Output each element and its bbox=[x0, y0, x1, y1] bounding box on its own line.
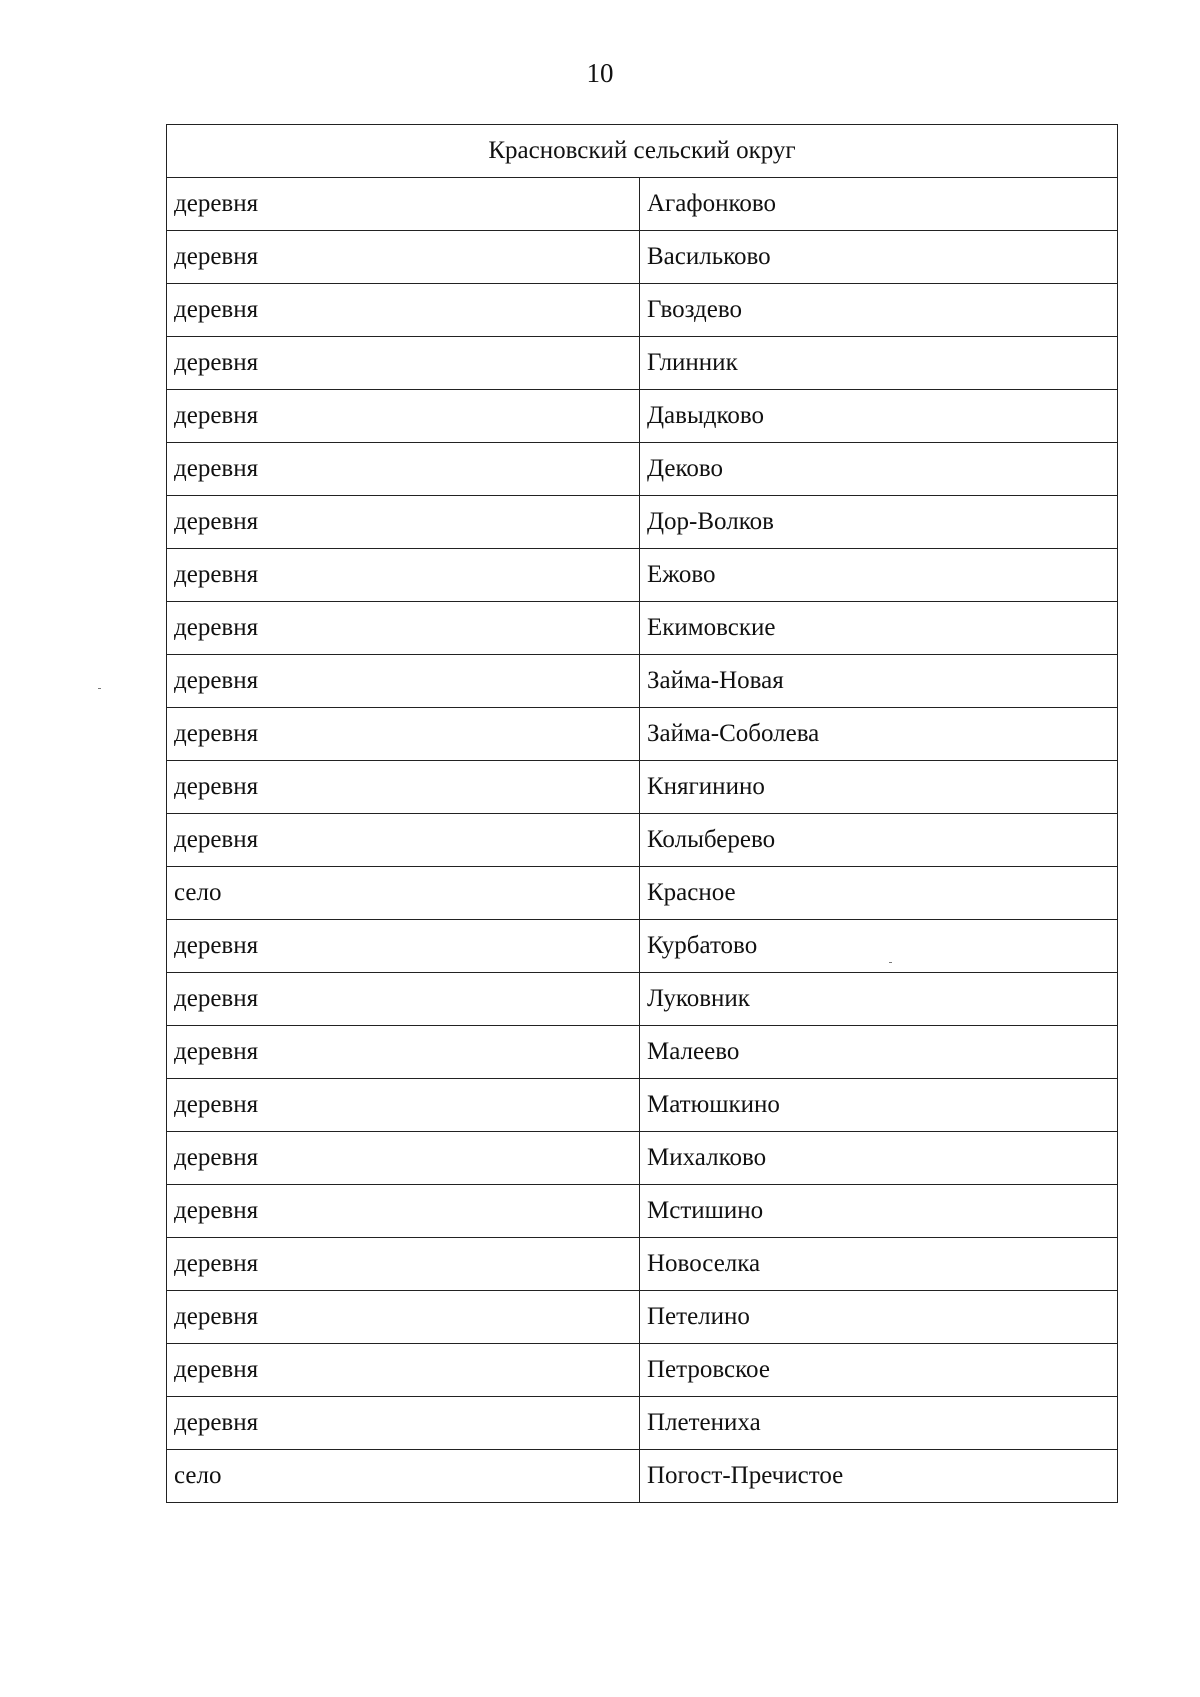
settlement-type-cell: село bbox=[167, 1450, 640, 1503]
settlement-type-cell: деревня bbox=[167, 1238, 640, 1291]
district-header: Красновский сельский округ bbox=[167, 125, 1118, 178]
settlement-type-cell: деревня bbox=[167, 708, 640, 761]
settlement-type-cell: деревня bbox=[167, 761, 640, 814]
settlement-type-cell: деревня bbox=[167, 1344, 640, 1397]
table-row bbox=[167, 1079, 1118, 1132]
table-body bbox=[167, 178, 1118, 1503]
table-row bbox=[167, 1132, 1118, 1185]
settlement-type-cell: деревня bbox=[167, 549, 640, 602]
table-row bbox=[167, 1397, 1118, 1450]
settlement-name-cell: Деково bbox=[640, 443, 1118, 496]
table-row bbox=[167, 1026, 1118, 1079]
settlement-name-cell: Ежово bbox=[640, 549, 1118, 602]
table-row bbox=[167, 761, 1118, 814]
settlement-name-cell: Красное bbox=[640, 867, 1118, 920]
settlements-table bbox=[166, 124, 1118, 1503]
settlement-name-cell: Новоселка bbox=[640, 1238, 1118, 1291]
table-row bbox=[167, 602, 1118, 655]
table-row bbox=[167, 284, 1118, 337]
settlement-name-cell: Курбатово bbox=[640, 920, 1118, 973]
settlement-name-cell: Васильково bbox=[640, 231, 1118, 284]
settlement-name-cell: Агафонково bbox=[640, 178, 1118, 231]
settlement-type-cell: деревня bbox=[167, 178, 640, 231]
settlement-type-cell: деревня bbox=[167, 496, 640, 549]
table-row bbox=[167, 814, 1118, 867]
settlement-type-cell: деревня bbox=[167, 920, 640, 973]
table-row bbox=[167, 1450, 1118, 1503]
settlement-name-cell: Займа-Соболева bbox=[640, 708, 1118, 761]
settlement-type-cell: деревня bbox=[167, 1026, 640, 1079]
settlement-name-cell: Давыдково bbox=[640, 390, 1118, 443]
settlement-type-cell: село bbox=[167, 867, 640, 920]
settlement-name-cell: Погост-Пречистое bbox=[640, 1450, 1118, 1503]
settlement-type-cell: деревня bbox=[167, 443, 640, 496]
settlement-type-cell: деревня bbox=[167, 1079, 640, 1132]
settlement-name-cell: Матюшкино bbox=[640, 1079, 1118, 1132]
table-row bbox=[167, 920, 1118, 973]
settlement-name-cell: Колыберево bbox=[640, 814, 1118, 867]
table-row bbox=[167, 1238, 1118, 1291]
settlement-name-cell: Займа-Новая bbox=[640, 655, 1118, 708]
table-row bbox=[167, 390, 1118, 443]
settlement-type-cell: деревня bbox=[167, 390, 640, 443]
settlement-type-cell: деревня bbox=[167, 973, 640, 1026]
settlement-type-cell: деревня bbox=[167, 231, 640, 284]
table-row bbox=[167, 867, 1118, 920]
settlement-type-cell: деревня bbox=[167, 1132, 640, 1185]
table-row bbox=[167, 655, 1118, 708]
settlement-name-cell: Луковник bbox=[640, 973, 1118, 1026]
settlement-type-cell: деревня bbox=[167, 1397, 640, 1450]
settlement-name-cell: Глинник bbox=[640, 337, 1118, 390]
settlement-type-cell: деревня bbox=[167, 284, 640, 337]
settlement-name-cell: Петровское bbox=[640, 1344, 1118, 1397]
settlement-name-cell: Гвоздево bbox=[640, 284, 1118, 337]
settlement-name-cell: Плетениха bbox=[640, 1397, 1118, 1450]
page-number: 10 bbox=[586, 58, 614, 88]
settlement-type-cell: деревня bbox=[167, 602, 640, 655]
settlement-type-cell: деревня bbox=[167, 1185, 640, 1238]
table-row bbox=[167, 178, 1118, 231]
table-header-row bbox=[167, 125, 1118, 178]
table-row bbox=[167, 443, 1118, 496]
settlement-name-cell: Дор-Волков bbox=[640, 496, 1118, 549]
table-row bbox=[167, 1185, 1118, 1238]
scan-speck bbox=[98, 688, 101, 689]
settlement-name-cell: Малеево bbox=[640, 1026, 1118, 1079]
table-row bbox=[167, 1344, 1118, 1397]
settlement-name-cell: Княгинино bbox=[640, 761, 1118, 814]
settlement-name-cell: Петелино bbox=[640, 1291, 1118, 1344]
scan-speck bbox=[889, 962, 892, 963]
settlement-type-cell: деревня bbox=[167, 814, 640, 867]
table-row bbox=[167, 337, 1118, 390]
settlement-type-cell: деревня bbox=[167, 655, 640, 708]
table-row bbox=[167, 973, 1118, 1026]
table-row bbox=[167, 231, 1118, 284]
table-row bbox=[167, 1291, 1118, 1344]
settlement-name-cell: Екимовские bbox=[640, 602, 1118, 655]
settlement-type-cell: деревня bbox=[167, 1291, 640, 1344]
settlement-type-cell: деревня bbox=[167, 337, 640, 390]
table-row bbox=[167, 708, 1118, 761]
settlement-name-cell: Мстишино bbox=[640, 1185, 1118, 1238]
table-row bbox=[167, 549, 1118, 602]
table-row bbox=[167, 496, 1118, 549]
settlement-name-cell: Михалково bbox=[640, 1132, 1118, 1185]
